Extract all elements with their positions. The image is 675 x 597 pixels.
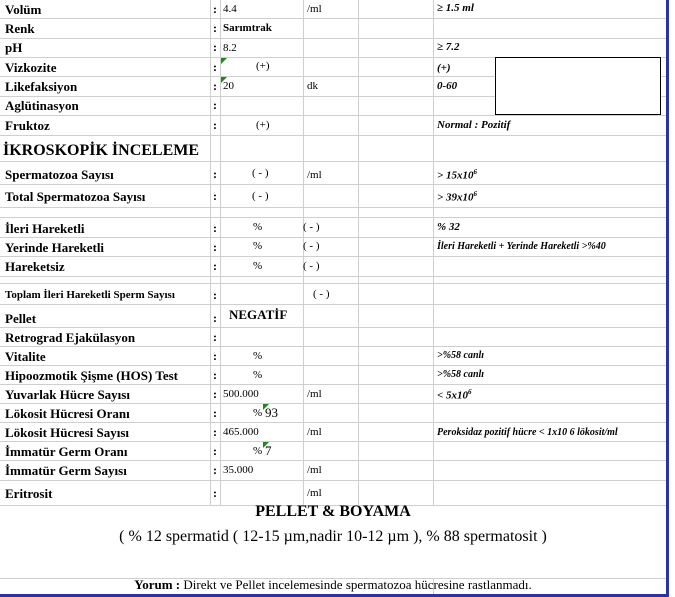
grid-row-line — [0, 18, 666, 19]
row-unit: /ml — [307, 3, 322, 15]
row-label: Pellet — [5, 311, 37, 326]
row-value: ( - ) — [252, 190, 269, 202]
row-colon: : — [213, 288, 217, 302]
row-label: Hipoozmotik Şişme (HOS) Test — [5, 368, 178, 383]
comment-label: Yorum : — [134, 577, 181, 592]
row-reference: % 32 — [437, 221, 460, 233]
row-unit: /ml — [307, 169, 322, 181]
row-percent: % — [253, 369, 263, 381]
row-value: 93 — [265, 405, 278, 420]
reference-exponent: 6 — [468, 388, 472, 396]
reference-text: > 15x10 — [437, 169, 474, 182]
row-label: Aglütinasyon — [5, 98, 79, 113]
row-value: (+) — [256, 119, 270, 131]
row-colon: : — [213, 444, 217, 458]
row-unit: /ml — [307, 464, 322, 476]
row-colon: : — [213, 189, 217, 203]
section-header-microscopy: İKROSKOPİK İNCELEME — [3, 142, 200, 159]
row-percent: % — [253, 221, 263, 233]
pellet-boyama-title: PELLET & BOYAMA — [255, 503, 411, 520]
row-reference: 0-60 — [437, 80, 458, 92]
row-label: Renk — [5, 21, 35, 36]
grid-row-line — [0, 276, 666, 277]
row-colon: : — [213, 311, 217, 325]
row-colon: : — [213, 463, 217, 477]
row-percent: % — [253, 350, 263, 362]
row-colon: : — [213, 221, 217, 235]
row-colon: : — [213, 259, 217, 273]
grid-row-line — [0, 441, 666, 442]
row-label: Volüm — [5, 2, 42, 17]
grid-row-line — [0, 346, 666, 347]
row-value: (+) — [256, 60, 270, 72]
row-label: Eritrosit — [5, 486, 53, 501]
row-reference: ≥ 7.2 — [437, 41, 460, 53]
pellet-boyama-detail: ( % 12 spermatid ( 12-15 µm,nadir 10-12 µm ), % 88 spermatosit ) — [119, 528, 547, 545]
grid-row-line — [0, 283, 666, 284]
reference-text: > 39x10 — [437, 191, 474, 204]
reference-text: < 5x10 — [437, 389, 469, 402]
row-label: Vitalite — [5, 349, 46, 364]
row-reference: Normal : Pozitif — [437, 119, 511, 131]
row-colon: : — [213, 2, 217, 16]
grid-row-line — [0, 256, 666, 257]
row-value: ( - ) — [313, 288, 330, 300]
row-reference: >%58 canlı — [437, 350, 485, 361]
row-colon: : — [213, 425, 217, 439]
comment-text: Direkt ve Pellet incelemesinde spermatozoa hücresine rastlanmadı. — [180, 577, 532, 592]
row-colon: : — [213, 40, 217, 54]
row-value: ( - ) — [252, 167, 269, 179]
reference-exponent: 6 — [473, 168, 478, 176]
grid-row-line — [0, 161, 666, 162]
row-label: İmmatür Germ Sayısı — [5, 463, 127, 478]
row-label: Hareketsiz — [5, 259, 65, 274]
grid-row-line — [0, 422, 666, 423]
row-value: 4.4 — [223, 3, 237, 15]
grid-row-line — [0, 365, 666, 366]
grid-row-line — [0, 237, 666, 238]
row-value: 500.000 — [223, 388, 259, 400]
grid-row-line — [0, 327, 666, 328]
row-colon: : — [213, 486, 217, 500]
grid-row-line — [0, 304, 666, 305]
grid-row-line — [0, 184, 666, 185]
grid-row-line — [0, 115, 666, 116]
reference-exponent: 6 — [473, 190, 478, 198]
row-label: Lökosit Hücresi Oranı — [5, 406, 130, 421]
row-reference: Peroksidaz pozitif hücre < 1x10 6 lökosit/ml — [437, 427, 618, 438]
row-percent: % — [253, 407, 263, 419]
row-colon: : — [213, 387, 217, 401]
row-colon: : — [213, 98, 217, 112]
row-reference — [437, 191, 477, 204]
row-label: Likefaksiyon — [5, 79, 78, 94]
grid-row-line — [0, 480, 666, 481]
row-reference — [437, 389, 472, 402]
row-value: 35.000 — [223, 464, 254, 476]
row-label: İmmatür Germ Oranı — [5, 444, 128, 459]
row-percent: % — [253, 445, 263, 457]
row-unit: dk — [307, 80, 318, 92]
row-reference: İleri Hareketli + Yerinde Hareketli >%40 — [437, 241, 606, 252]
note-box — [495, 57, 661, 115]
row-label: Retrograd Ejakülasyon — [5, 330, 136, 345]
row-unit: /ml — [307, 388, 322, 400]
row-reference: ≥ 1.5 ml — [437, 2, 474, 14]
row-reference: (+) — [437, 62, 451, 74]
row-label: Lökosit Hücresi Sayısı — [5, 425, 130, 440]
row-colon: : — [213, 60, 217, 74]
row-value: 465.000 — [223, 426, 259, 438]
row-label: Fruktoz — [5, 118, 50, 133]
row-value: ( - ) — [303, 240, 320, 252]
row-colon: : — [213, 21, 217, 35]
row-percent: % — [253, 240, 263, 252]
grid-row-line — [0, 460, 666, 461]
row-value: 7 — [265, 443, 272, 458]
row-label: Total Spermatozoa Sayısı — [5, 189, 146, 204]
row-colon: : — [213, 118, 217, 132]
row-label: pH — [5, 40, 23, 55]
row-label: Vizkozite — [5, 60, 57, 75]
grid-row-line — [0, 403, 666, 404]
row-reference: >%58 canlı — [437, 369, 485, 380]
pellet-result: NEGATİF — [229, 307, 288, 322]
row-colon: : — [213, 349, 217, 363]
row-reference — [437, 169, 477, 182]
window-right-border — [666, 0, 669, 597]
grid-row-line — [0, 207, 666, 208]
grid-row-line — [0, 384, 666, 385]
row-colon: : — [213, 240, 217, 254]
grid-row-line — [0, 38, 666, 39]
row-label: İleri Hareketli — [5, 221, 85, 236]
row-colon: : — [213, 406, 217, 420]
row-colon: : — [213, 167, 217, 181]
row-unit: /ml — [307, 426, 322, 438]
row-colon: : — [213, 330, 217, 344]
row-value: ( - ) — [303, 260, 320, 272]
row-value: ( - ) — [303, 221, 320, 233]
row-value: 8.2 — [223, 42, 237, 54]
row-percent: % — [253, 260, 263, 272]
row-colon: : — [213, 79, 217, 93]
row-label: Yuvarlak Hücre Sayısı — [5, 387, 130, 402]
row-value: 20 — [223, 80, 234, 92]
row-label: Yerinde Hareketli — [5, 240, 105, 255]
comment-line — [0, 578, 666, 591]
row-label: Toplam İleri Hareketli Sperm Sayısı — [5, 289, 175, 301]
comment-marker — [221, 58, 227, 64]
row-label: Spermatozoa Sayısı — [5, 167, 114, 182]
grid-row-line — [0, 135, 666, 136]
grid-row-line — [0, 217, 666, 218]
row-unit: /ml — [307, 487, 322, 499]
row-value: Sarımtrak — [223, 22, 272, 34]
row-colon: : — [213, 368, 217, 382]
